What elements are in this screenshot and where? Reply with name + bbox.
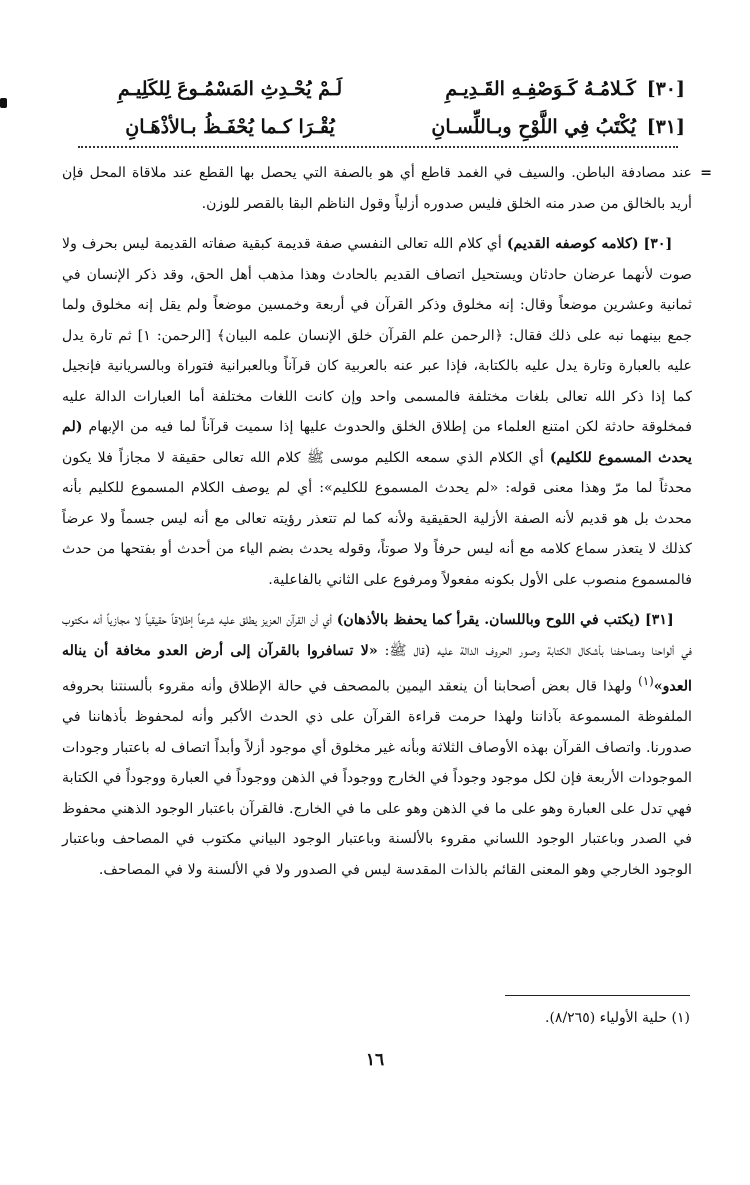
- hemistich-text: كَـلامُـهُ كَـوَصْفِـهِ القَـدِيـمِ: [445, 78, 636, 100]
- dotted-separator: [78, 146, 678, 148]
- lemma: (لم يحدث المسموع للكليم): [62, 419, 692, 466]
- verse-second-hemistich: لَـمْ يُحْـدِثِ المَسْمُـوعَ لِلكَلِيـمِ: [117, 78, 343, 100]
- paragraph-text: ولهذا قال بعض أصحابنا أن ينعقد اليمين بالمصحف في حالة الإطلاق وأنه مقروء بألسنتنا بحروفه الملفوظة المسموعة بآذاننا ولهذا حرمت قراءة القرآن على ذي الحدث الأكبر وأنه لمحفوظ بأذهاننا في صدورنا. واتصاف القرآن بهذه الأوصاف الثلاثة وبأنه غير مخلوق أي موجود أزلاً وأبداً اتصاف له باعتبار وجودات الموجودات الأربعة فإن لكل موجود وجوداً في الخارج ووجوداً في الذهن ووجوداً في العبارة ووجوداً في الكتابة فهي تدل على العبارة وهو على ما في الذهن وهو على ما في الخارج. فالقرآن باعتبار الوجود الذهني محفوظ في الصدر وباعتبار الوجود اللساني مقروء بالألسنة وباعتبار الوجود البياني مكتوب في المصاحف وباعتبار الوجود الخارجي وهو المعنى القائم بالذات المقدسة ليس في الصدور ولا في الألسنة ولا في المصاحف.: [62, 678, 692, 878]
- page-edge-mark: [0, 98, 7, 108]
- paragraph-number: [٣٠]: [643, 236, 673, 252]
- footnote-separator: [505, 995, 690, 996]
- verse-second-hemistich: يُقْـرَا كـما يُحْفَـظُ بـالأذْهَـانِ: [125, 116, 335, 138]
- footnote-number: (١): [671, 1010, 690, 1026]
- verse-line: [95, 70, 685, 108]
- paragraph-number: [٣١]: [645, 612, 674, 628]
- footnote-reference: (١): [638, 674, 654, 688]
- verse-number: [٣١]: [646, 116, 685, 138]
- footnote: [300, 1010, 690, 1026]
- continuation-text: عند مصادفة الباطن. والسيف في الغمد قاطع أي هو بالصفة التي يحصل بها القطع عند ملاقاة المحل فإن أريد بالخالق من صدر منه الخلق فليس صدوره أزلياً وقول الناظم البقا بالقصر للوزن.: [62, 165, 692, 212]
- verse-first-hemistich: [385, 78, 685, 100]
- verse-number: [٣٠]: [646, 78, 685, 100]
- hemistich-text: يُكْتَبُ فِي اللَّوْحِ وبـاللِّسـانِ: [431, 116, 636, 138]
- hadith-quote: «لا تسافروا بالقرآن إلى أرض العدو مخافة أن يناله العدو»: [62, 642, 692, 695]
- footnote-text: حلية الأولياء (٨/٢٦٥).: [545, 1010, 668, 1026]
- verse-line: [95, 108, 685, 146]
- continuation-mark: =: [700, 165, 712, 181]
- page-number: ١٦: [365, 1050, 385, 1070]
- verse-first-hemistich: [385, 116, 685, 138]
- lemma: (يكتب في اللوح وباللسان. يقرأ كما يحفظ بالأذهان): [336, 612, 641, 628]
- verse-block: [95, 70, 685, 146]
- paragraph-text: أي كلام الله تعالى النفسي صفة قديمة كبقية صفاته القديمة ليس بحرف ولا صوت لأنهما عرضان حادثان ويستحيل اتصاف القديم بالحادث وهذا مذهب أهل الحق، وقد ذكر الإنسان في ثمانية وعشرين موضعاً وقال: إنه مخلوق وذكر القرآن في أربعة وخمسين موضعاً ولم يقل إنه مخلوق ولما جمع بينهما نبه على ذلك فقال: ﴿الرحمن علم القرآن خلق الإنسان علمه البيان﴾ [الرحمن: ١] ثم تارة يدل عليه بالعبارة وتارة يدل عليه بالكتابة، فإذا عبر عنه بالعربية كان قرآناً وبالعبرانية فتوراة وبالسريانية فإنجيل كما إذا ذكر الله تعالى بلغات مختلفة فالمسمى واحد وإن كانت اللغات مختلفة أما العبارات الدالة عليه فمخلوقة حادثة لكن امتنع العلماء من إطلاق الخلق والحدوث عليها إذا سميت قرآناً لما فيه من الإبهام: [62, 236, 692, 435]
- commentary-body: [62, 158, 712, 885]
- commentary-paragraph-31: [62, 605, 692, 885]
- paragraph-text: أي الكلام الذي سمعه الكليم موسى ﷺ كلام الله تعالى حقيقة لا مجازاً فلا يكون محدثاً لما مرّ وهذا معنى قوله: «لم يحدث المسموع للكليم»: أي لم يوصف الكلام المسموع للكليم بأنه محدث بل هو قديم لأنه الصفة الأزلية الحقيقية ولأنه كما لم تتعذر رؤيته تعالى مع أنه ليس جسماً ولا عرضاً كذلك لا يتعذر سماع كلامه مع أنه ليس حرفاً ولا صوتاً، وقوله يحدث بضم الياء من أحدث أو بفتحها من حدث فالمسموع منصوب على الأول بكونه مفعولاً ومرفوع على الثاني بالفاعلية.: [62, 449, 692, 588]
- continuation-paragraph: [62, 158, 712, 219]
- lemma: (كلامه كوصفه القديم): [506, 236, 639, 252]
- paragraph-text: أي أن القرآن العزيز يطلق عليه شرعاً إطلاقاً حقيقياً لا مجازياً أنه مكتوب في ألواحنا ومصاحفنا بأشكال الكتابة وصور الحروف الدالة عليه (قال ﷺ:: [62, 612, 692, 659]
- commentary-paragraph-30: [62, 229, 692, 595]
